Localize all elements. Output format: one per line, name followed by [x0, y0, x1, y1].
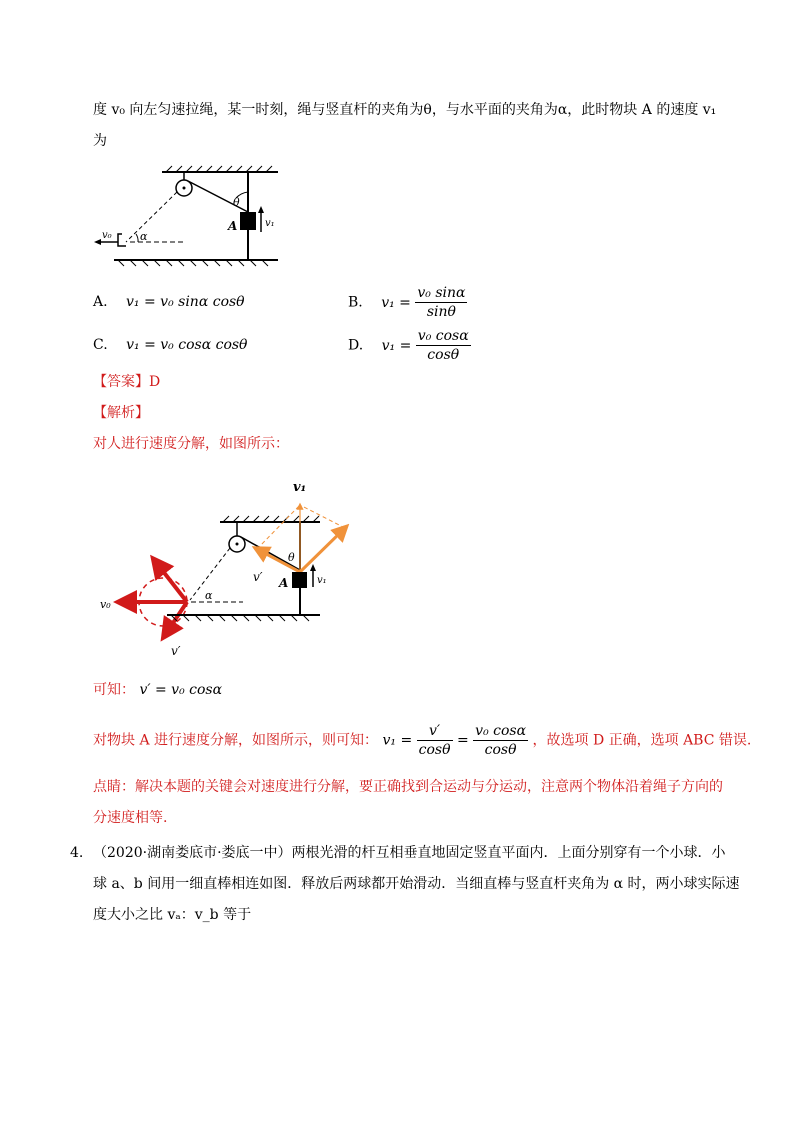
option-d — [348, 327, 471, 364]
answer-label: 【答案】D — [93, 374, 161, 390]
option-d-letter: D. — [348, 337, 364, 354]
result2-equals: = — [456, 732, 469, 749]
question4-number: 4. — [70, 845, 84, 861]
alpha-label-2: α — [205, 589, 213, 602]
vprime-bottom-label: v′ — [171, 644, 181, 658]
result2-fraction2 — [473, 722, 528, 759]
theta-label-2: θ — [288, 551, 295, 564]
option-c — [93, 335, 248, 355]
option-b-numerator: v₀ sinα — [417, 285, 466, 301]
question4-line1: （2020·湖南娄底市·娄底一中）两根光滑的杆互相垂直地固定竖直平面内．上面分别穿有一个小球．小 — [93, 845, 726, 861]
velocity-decomposition-diagram — [95, 475, 375, 665]
v0-label-2: v₀ — [100, 598, 111, 611]
option-d-denominator: cosθ — [427, 347, 460, 363]
result-line2 — [93, 722, 751, 759]
option-c-letter: C. — [93, 337, 108, 353]
option-d-fraction — [416, 327, 471, 364]
question-stem-line1: 度 v₀ 向左匀速拉绳，某一时刻，绳与竖直杆的夹角为θ，与水平面的夹角为α，此时物块 A 的速度 v₁ — [93, 102, 717, 118]
theta-label: θ — [233, 196, 240, 209]
result2-fraction2-num: v₀ cosα — [475, 723, 527, 739]
v0-label: v₀ — [102, 230, 112, 241]
option-b — [348, 284, 467, 321]
question4-line2: 球 a、b 间用一细直棒相连如图．释放后两球都开始滑动．当细直棒与竖直杆夹角为 α 时，两小球实际速 — [93, 876, 740, 892]
v1-label: v₁ — [265, 218, 275, 229]
result1-equation: v′ = v₀ cosα — [139, 682, 223, 698]
pulley-diagram — [90, 160, 290, 270]
option-c-formula: v₁ = v₀ cosα cosθ — [126, 337, 248, 353]
v1-label-2: v₁ — [317, 575, 327, 586]
result2-suffix: ，故选项 D 正确，选项 ABC 错误. — [532, 732, 752, 749]
option-b-lhs: v₁ = — [381, 294, 411, 311]
alpha-label: α — [140, 230, 148, 243]
vprime-left-label: v′ — [253, 570, 263, 584]
result2-fraction1-num: v′ — [417, 722, 453, 741]
result2-fraction1-den: cosθ — [418, 742, 451, 758]
option-b-fraction — [415, 284, 467, 321]
tip-line2: 分速度相等. — [93, 810, 168, 826]
tip-line1: 点睛：解决本题的关键会对速度进行分解，要正确找到合运动与分运动，注意两个物体沿着绳子方向的 — [93, 779, 723, 795]
option-d-lhs: v₁ = — [381, 337, 412, 354]
block-a-label-2: A — [279, 576, 289, 590]
analysis-line1: 对人进行速度分解，如图所示： — [93, 436, 289, 452]
analysis-header: 【解析】 — [93, 405, 149, 421]
v1-top-label: v₁ — [293, 480, 307, 495]
option-a — [93, 292, 245, 312]
result1-prefix: 可知： — [93, 682, 135, 698]
option-a-letter: A. — [93, 294, 108, 310]
result2-prefix: 对物块 A 进行速度分解，如图所示，则可知： — [93, 732, 379, 749]
result2-fraction2-den: cosθ — [484, 742, 517, 758]
option-b-denominator: sinθ — [426, 304, 456, 320]
option-d-numerator: v₀ cosα — [417, 328, 469, 344]
result2-fraction1 — [417, 722, 453, 759]
question-stem-line2: 为 — [93, 133, 107, 149]
question4-line3: 度大小之比 vₐ：v_b 等于 — [93, 907, 252, 923]
result2-lhs: v₁ = — [382, 732, 413, 749]
option-b-letter: B. — [348, 294, 363, 311]
result-line1 — [93, 680, 222, 700]
option-a-formula: v₁ = v₀ sinα cosθ — [126, 294, 245, 310]
block-a-label: A — [228, 219, 238, 233]
